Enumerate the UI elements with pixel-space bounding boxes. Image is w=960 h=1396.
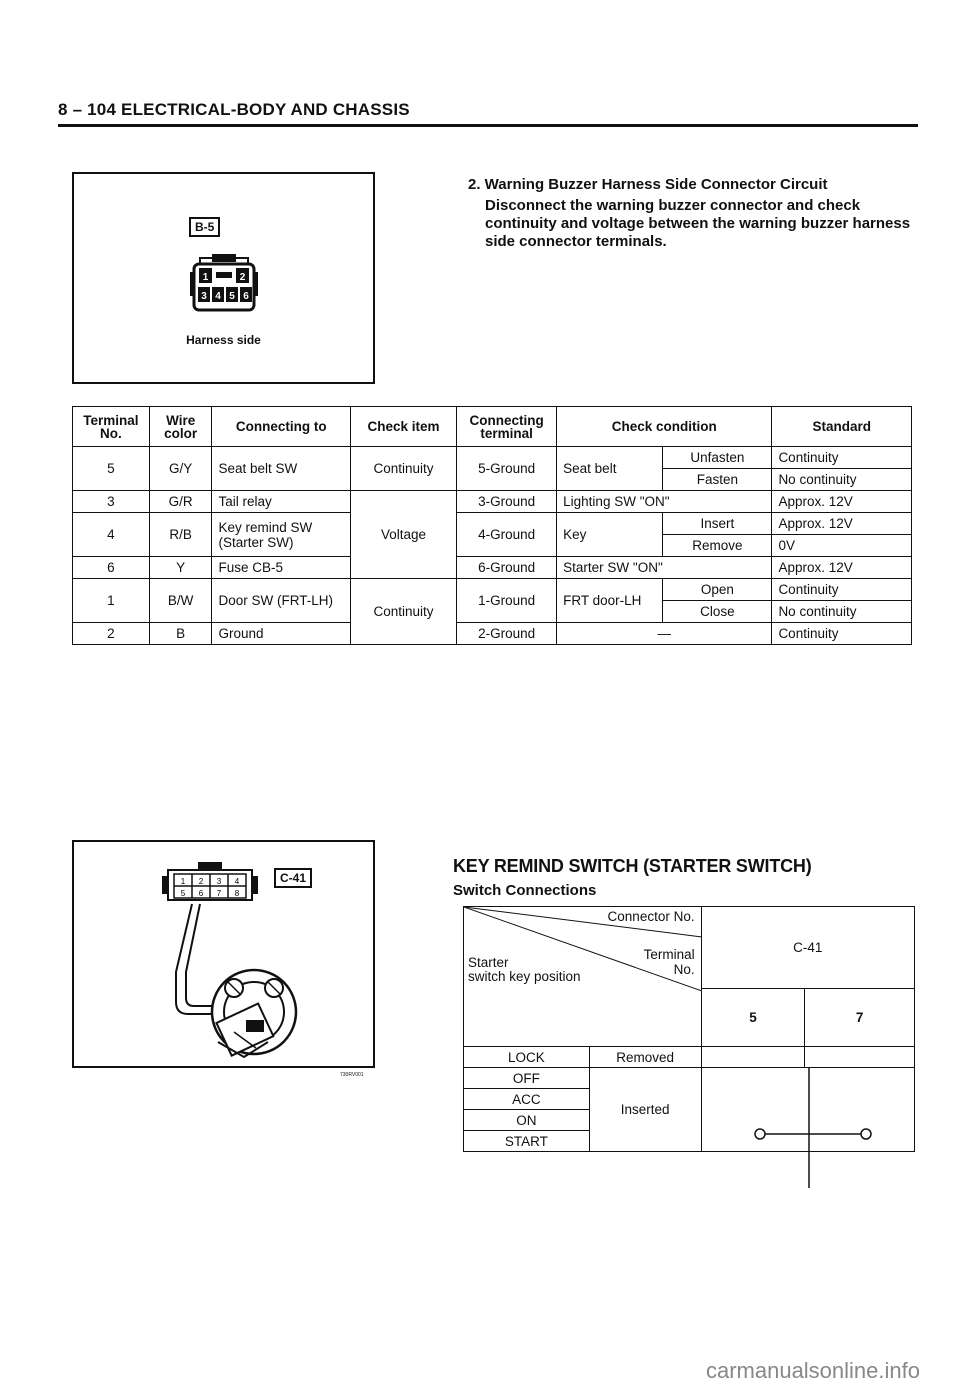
cell-terminal: 6 (73, 557, 150, 579)
page-header: 8 – 104 ELECTRICAL-BODY AND CHASSIS (58, 100, 410, 119)
connector-b5-icon (186, 254, 262, 316)
c41-pin-3: 3 (216, 877, 222, 886)
figure-c41 (72, 840, 375, 1068)
c41-pin-7: 7 (216, 889, 222, 898)
cell-standard: Continuity (772, 623, 912, 645)
pin-label-3: 3 (201, 291, 207, 302)
switch-connection-table (463, 906, 915, 1152)
cell-standard: Approx. 12V (772, 491, 912, 513)
cell-connect: Seat belt SW (212, 447, 350, 491)
cell-standard: No continuity (772, 469, 912, 491)
c41-pin-1: 1 (180, 877, 186, 886)
diag-connector-no: Connector No. (607, 909, 695, 924)
figure-caption: Harness side (186, 333, 261, 347)
header-check-condition: Check condition (557, 407, 772, 447)
header-wire-color: Wire color (149, 407, 212, 447)
cell-wire: B (149, 623, 212, 645)
cell-terminal: 5 (73, 447, 150, 491)
ignition-switch-icon (164, 902, 314, 1062)
position-on: ON (464, 1110, 590, 1131)
position-off: OFF (464, 1068, 590, 1089)
pin-label-4: 4 (215, 291, 221, 302)
cell-conn-term: 4-Ground (457, 513, 557, 557)
continuity-cell (701, 1068, 914, 1152)
cell-wire: R/B (149, 513, 212, 557)
cell-wire: Y (149, 557, 212, 579)
connector-c41-header: C-41 (701, 907, 914, 989)
watermark: carmanualsonline.info (705, 1358, 920, 1383)
cell-cond-b: Remove (663, 535, 772, 557)
cell-conn-term: 2-Ground (457, 623, 557, 645)
header-terminal: Terminal No. (73, 407, 150, 447)
pin-label-1: 1 (202, 272, 209, 283)
cell-cond-b: Fasten (663, 469, 772, 491)
cell-standard: No continuity (772, 601, 912, 623)
cell-connect: Door SW (FRT-LH) (212, 579, 350, 623)
terminal-7-header: 7 (805, 989, 915, 1047)
header-rule (58, 124, 918, 127)
section-3-title: KEY REMIND SWITCH (STARTER SWITCH) (453, 856, 812, 876)
cell-cond-b: Close (663, 601, 772, 623)
figure-b5 (72, 172, 375, 384)
pin-label-5: 5 (229, 291, 235, 302)
cell-connect: Tail relay (212, 491, 350, 513)
cell-conn-term: 1-Ground (457, 579, 557, 623)
cell-cond-b: Open (663, 579, 772, 601)
cell-cond-a: Seat belt (557, 447, 663, 491)
position-start: START (464, 1131, 590, 1152)
terminal-5-header: 5 (701, 989, 805, 1047)
cell-cond-a: FRT door-LH (557, 579, 663, 623)
cell-standard: 0V (772, 535, 912, 557)
cell-standard: Approx. 12V (772, 557, 912, 579)
cell-terminal: 2 (73, 623, 150, 645)
header-connecting-to: Connecting to (212, 407, 350, 447)
cell-connect: Key remind SW (Starter SW) (212, 513, 350, 557)
cell-cond-a: Key (557, 513, 663, 557)
connector-tag: B-5 (189, 217, 220, 237)
cell-terminal: 3 (73, 491, 150, 513)
key-state-removed: Removed (589, 1047, 701, 1068)
cell-cond-a: Starter SW "ON" (557, 557, 772, 579)
c41-pin-4: 4 (234, 877, 240, 886)
c41-pin-8: 8 (234, 889, 240, 898)
pin-label-6: 6 (243, 291, 249, 302)
cell-wire: B/W (149, 579, 212, 623)
c41-pin-5: 5 (180, 889, 186, 898)
cell-connect: Fuse CB-5 (212, 557, 350, 579)
section-3-subtitle: Switch Connections (453, 882, 597, 899)
diag-terminal: Terminal (643, 947, 695, 962)
section-2-body: Disconnect the warning buzzer connector and check continuity and voltage between the warning buzzer harness side connector terminals. (485, 197, 911, 250)
diag-no: No. (673, 962, 695, 977)
diagonal-header-cell (464, 907, 702, 1047)
cell-standard: Approx. 12V (772, 513, 912, 535)
header-check-item: Check item (350, 407, 456, 447)
pin-label-2: 2 (239, 272, 246, 283)
cell-cond-b: Insert (663, 513, 772, 535)
cell-cond-a: — (557, 623, 772, 645)
cell-standard: Continuity (772, 447, 912, 469)
cell-check: Continuity (350, 447, 456, 491)
cell-terminal: 1 (73, 579, 150, 623)
position-lock: LOCK (464, 1047, 590, 1068)
cell-conn-term: 3-Ground (457, 491, 557, 513)
position-acc: ACC (464, 1089, 590, 1110)
diag-starter: Starter (468, 955, 509, 970)
section-2-title: 2. Warning Buzzer Harness Side Connector Circuit (468, 176, 828, 193)
header-standard: Standard (772, 407, 912, 447)
cell-terminal: 4 (73, 513, 150, 557)
cell-connect: Ground (212, 623, 350, 645)
cell-check: Continuity (350, 579, 456, 645)
cell-cond-a: Lighting SW "ON" (557, 491, 772, 513)
c41-pin-2: 2 (198, 877, 204, 886)
key-switch-connector-icon (162, 862, 258, 902)
continuity-symbol (702, 1068, 916, 1188)
cell-conn-term: 5-Ground (457, 447, 557, 491)
c41-pin-6: 6 (198, 889, 204, 898)
cell-check: Voltage (350, 491, 456, 579)
header-connecting-terminal: Connecting terminal (457, 407, 557, 447)
cell-conn-term: 6-Ground (457, 557, 557, 579)
connector-tag: C-41 (274, 868, 312, 888)
cell-wire: G/R (149, 491, 212, 513)
key-state-inserted: Inserted (589, 1068, 701, 1152)
cell-standard: Continuity (772, 579, 912, 601)
cell-wire: G/Y (149, 447, 212, 491)
figure-code: 730RV001 (340, 1072, 364, 1078)
cell-cond-b: Unfasten (663, 447, 772, 469)
terminal-check-table (72, 406, 912, 645)
diag-key-position: switch key position (468, 969, 581, 984)
